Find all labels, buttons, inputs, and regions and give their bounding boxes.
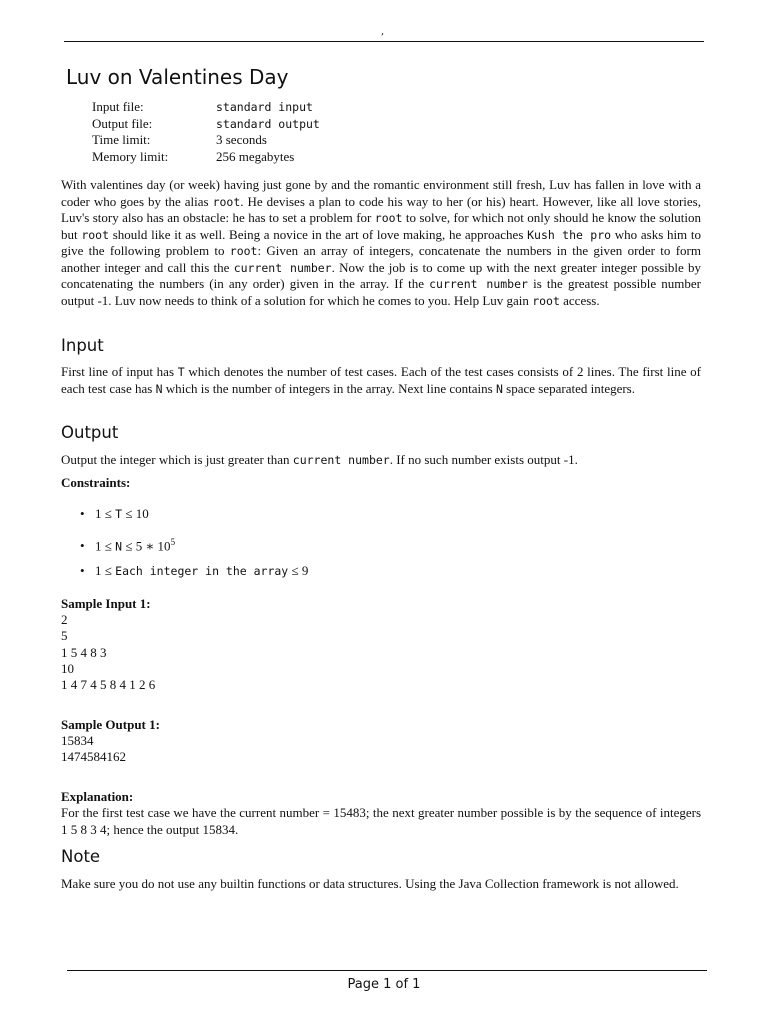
sample-input-line: 5 (61, 628, 68, 644)
constraint-post: ≤ 5 ∗ 10 (122, 538, 171, 554)
code-root: root (212, 194, 241, 209)
input-text (61, 364, 701, 397)
statement-text: who asks him to give the following problem to (61, 226, 701, 258)
constraint-item (80, 504, 149, 524)
explanation-text: For the first test case we have the current number = 15483; the next greater number possible is by the sequence of integers 1 5 8 3 4; hence the output 15834. (61, 805, 701, 837)
meta-row-output-file (92, 116, 320, 133)
meta-label: Input file: (92, 99, 144, 114)
bullet-icon: • (80, 538, 85, 554)
code-current-number: current number (429, 277, 528, 291)
statement-text: : Given an array of integers, concatenate the numbers in the given order to form another integer and call this the (61, 243, 701, 275)
problem-statement (61, 177, 701, 309)
input-text-part: space separated integers. (502, 380, 635, 396)
code-root: root (532, 293, 560, 308)
code-root: root (81, 227, 110, 242)
code-kush: Kush the pro (527, 227, 612, 242)
input-heading: Input (61, 336, 104, 355)
meta-value: standard output (216, 116, 320, 131)
note-heading: Note (61, 847, 101, 866)
meta-value: 256 megabytes (216, 148, 295, 164)
meta-row-memory-limit (92, 149, 320, 166)
bullet-icon: • (80, 563, 85, 578)
output-text-part: . If no such number exists output -1. (389, 452, 578, 467)
constraint-post: ≤ 10 (122, 506, 149, 521)
constraint-pre: 1 ≤ (95, 563, 116, 578)
sample-input-line: 10 (61, 660, 74, 676)
input-text-part: First line of input has (61, 364, 178, 379)
sample-input-line: 1 5 4 8 3 (61, 644, 107, 660)
constraint-var: N (115, 539, 123, 554)
meta-value: 3 seconds (216, 132, 267, 147)
sample-output-heading: Sample Output 1: (61, 717, 160, 732)
constraint-item (80, 561, 308, 581)
explanation-heading: Explanation: (61, 789, 134, 804)
statement-text: With valentines day (or week) having just gone by and the romantic environment still fresh, Luv has fallen in love with a coder who goes by the alias (61, 177, 701, 209)
constraint-exponent: 5 (170, 537, 176, 547)
constraint-item (80, 532, 175, 556)
constraints-heading: Constraints: (61, 475, 131, 490)
problem-title: Luv on Valentines Day (66, 65, 289, 89)
constraint-var: T (115, 507, 123, 521)
code-t: T (177, 365, 185, 379)
statement-text: is the greatest possible number output -1. Luv now needs to think of a solution for which he comes to you. Help Luv gain (61, 276, 701, 308)
constraint-post: ≤ 9 (288, 563, 309, 578)
sample-input-heading: Sample Input 1: (61, 596, 151, 611)
meta-label: Time limit: (92, 132, 151, 147)
sample-output-block (61, 733, 126, 766)
bullet-icon: • (80, 506, 85, 521)
sample-input-block (61, 612, 155, 693)
sample-output-line: 1474584162 (61, 749, 126, 765)
code-current-number: current number (292, 453, 390, 467)
output-text (61, 452, 701, 469)
header-mark: , (381, 26, 385, 37)
statement-text: . Now the job is to come up with the next greater integer possible by concatenating the numbers (in any order) given in the array. If the (61, 259, 701, 291)
code-root: root (229, 244, 258, 258)
header-rule (64, 41, 704, 42)
meta-value: standard input (216, 100, 313, 114)
sample-input-line: 2 (61, 612, 68, 627)
page-number: Page 1 of 1 (347, 977, 421, 992)
meta-label: Output file: (92, 115, 153, 131)
output-heading: Output (61, 423, 119, 442)
input-text-part: which is the number of integers in the array. Next line contains (162, 380, 496, 396)
constraint-var: Each integer in the array (115, 564, 289, 578)
output-text-part: Output the integer which is just greater than (61, 452, 293, 467)
note-text: Make sure you do not use any builtin functions or data structures. Using the Java Collection framework is not allowed. (61, 876, 679, 891)
code-root: root (374, 211, 403, 225)
constraint-pre: 1 ≤ (95, 506, 116, 521)
footer-rule (67, 970, 707, 971)
meta-row-input-file (92, 99, 320, 116)
code-current-number: current number (233, 260, 332, 275)
sample-input-line: 1 4 7 4 5 8 4 1 2 6 (61, 677, 156, 693)
meta-label: Memory limit: (92, 148, 169, 164)
meta-row-time-limit (92, 132, 320, 149)
constraint-pre: 1 ≤ (95, 538, 116, 554)
statement-text: should like it as well. Being a novice in the art of love making, he approaches (109, 226, 528, 242)
statement-text: access. (559, 292, 600, 308)
statement-text: to solve, for which not only should he know the solution but (61, 210, 701, 242)
sample-output-line: 15834 (61, 733, 94, 748)
problem-meta (92, 99, 320, 165)
statement-text: . He devises a plan to code his way to her (or his) heart. However, like all love stories, Luv's story also has an obstacle: he has to set a problem for (61, 193, 701, 225)
code-n: N (155, 381, 163, 396)
code-n: N (495, 381, 503, 396)
input-text-part: which denotes the number of test cases. Each of the test cases consists of 2 lines. The first line of each test case has (61, 364, 701, 396)
